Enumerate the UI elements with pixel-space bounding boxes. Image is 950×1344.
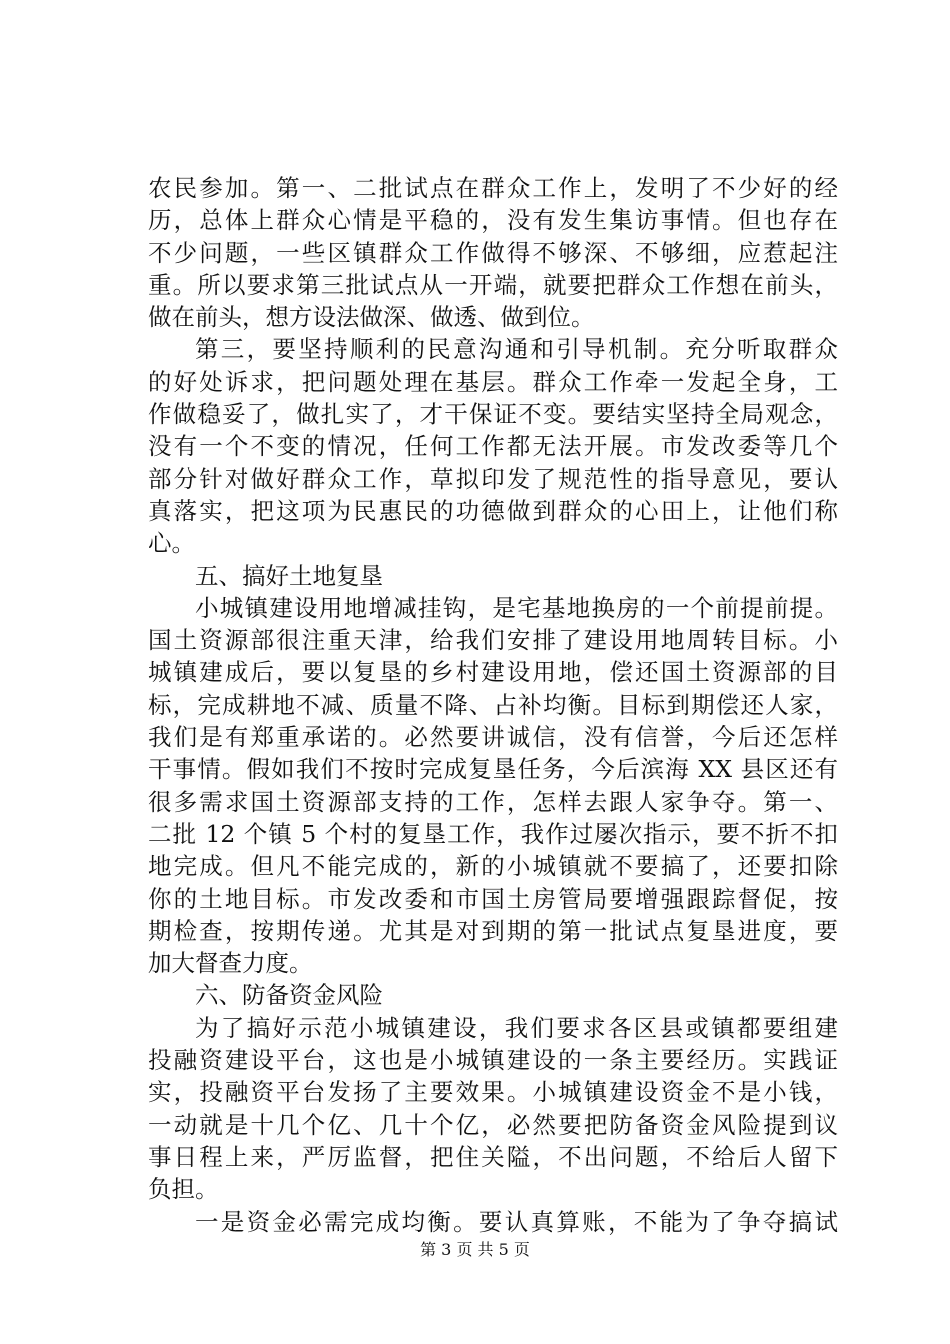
text-line: 标，完成耕地不减、质量不降、占补均衡。目标到期偿还人家， [148, 690, 838, 719]
text-line: 一是资金必需完成均衡。要认真算账，不能为了争夺搞试 [195, 1207, 838, 1236]
text-line: 六、防备资金风险 [195, 981, 383, 1010]
text-line: 部分针对做好群众工作，草拟印发了规范性的指导意见，要认 [148, 464, 838, 493]
text-line: 你的土地目标。市发改委和市国土房管局要增强跟踪督促，按 [148, 884, 838, 913]
text-line: 地完成。但凡不能完成的，新的小城镇就不要搞了，还要扣除 [148, 852, 838, 881]
text-line: 国土资源部很注重天津，给我们安排了建设用地周转目标。小 [148, 626, 838, 655]
text-line: 城镇建成后，要以复垦的乡村建设用地，偿还国土资源部的目 [148, 658, 838, 687]
text-line: 负担。 [148, 1175, 219, 1204]
text-line: 二批 12 个镇 5 个村的复垦工作，我作过屡次指示，要不折不扣 [148, 819, 838, 848]
text-line: 投融资建设平台，这也是小城镇建设的一条主要经历。实践证 [148, 1046, 838, 1075]
text-line: 小城镇建设用地增减挂钩，是宅基地换房的一个前提前提。 [195, 593, 838, 622]
text-line: 重。所以要求第三批试点从一开端，就要把群众工作想在前头， [148, 270, 838, 299]
text-line: 一动就是十几个亿、几十个亿，必然要把防备资金风险提到议 [148, 1110, 838, 1139]
page-footer: 第 3 页 共 5 页 [420, 1240, 530, 1259]
document-body [148, 172, 838, 1238]
text-line: 不少问题，一些区镇群众工作做得不够深、不够细，应惹起注 [148, 238, 838, 267]
text-line: 事日程上来，严厉监督，把住关隘，不出问题，不给后人留下 [148, 1142, 838, 1171]
text-line: 历，总体上群众心情是平稳的，没有发生集访事情。但也存在 [148, 206, 838, 235]
text-line: 加大督查力度。 [148, 949, 313, 978]
text-line: 实，投融资平台发扬了主要效果。小城镇建设资金不是小钱， [148, 1078, 838, 1107]
text-line: 干事情。假如我们不按时完成复垦任务，今后滨海 XX 县区还有 [148, 755, 838, 784]
text-line: 很多需求国土资源部支持的工作，怎样去跟人家争夺。第一、 [148, 787, 838, 816]
text-line: 期检查，按期传递。尤其是对到期的第一批试点复垦进度，要 [148, 916, 838, 945]
text-line: 农民参加。第一、二批试点在群众工作上，发明了不少好的经 [148, 174, 838, 202]
text-line: 五、搞好土地复垦 [195, 561, 383, 590]
text-line: 为了搞好示范小城镇建设，我们要求各区县或镇都要组建 [195, 1013, 838, 1042]
text-line: 真落实，把这项为民惠民的功德做到群众的心田上，让他们称 [148, 496, 838, 525]
text-line: 我们是有郑重承诺的。必然要讲诚信，没有信誉，今后还怎样 [148, 723, 838, 752]
text-line: 心。 [148, 529, 195, 558]
text-line: 作做稳妥了，做扎实了，才干保证不变。要结实坚持全局观念， [148, 400, 838, 429]
text-line: 没有一个不变的情况，任何工作都无法开展。市发改委等几个 [148, 432, 838, 461]
text-line: 第三，要坚持顺利的民意沟通和引导机制。充分听取群众 [195, 335, 838, 364]
text-line: 的好处诉求，把问题处理在基层。群众工作牵一发起全身，工 [148, 367, 838, 396]
text-line: 做在前头，想方设法做深、做透、做到位。 [148, 303, 595, 332]
